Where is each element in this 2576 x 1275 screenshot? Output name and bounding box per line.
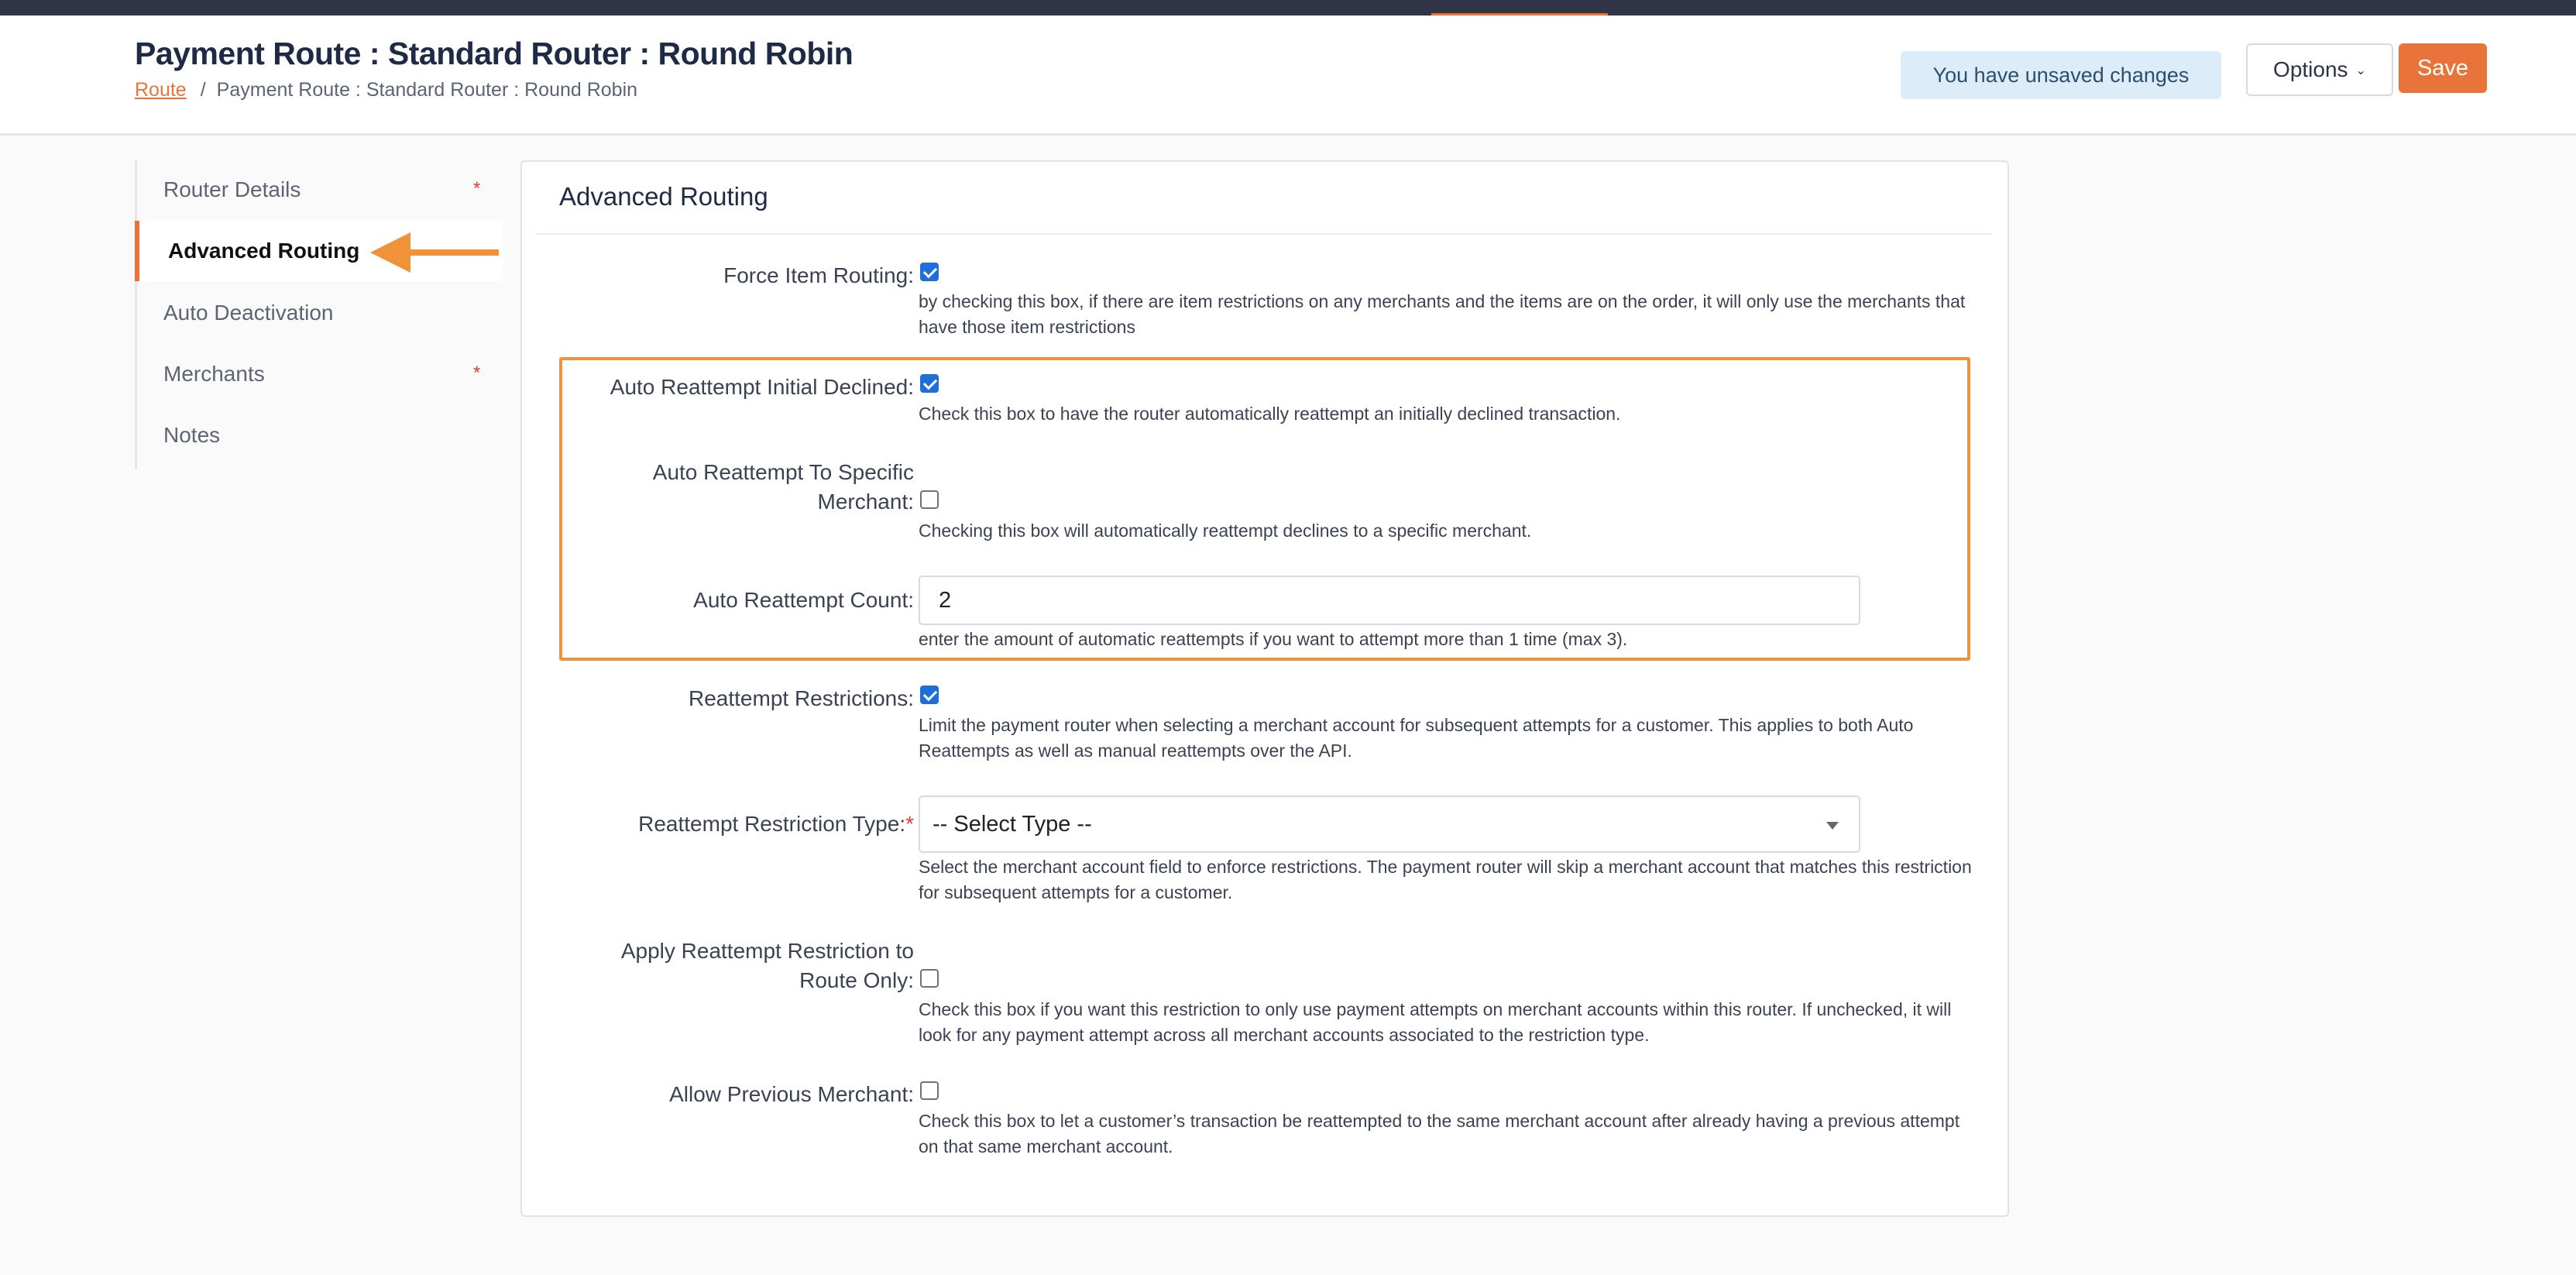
force-item-routing-checkbox[interactable]: [920, 263, 939, 281]
apply-restriction-route-only-label-line1: Apply Reattempt Restriction to: [620, 939, 914, 963]
required-indicator: *: [473, 363, 481, 383]
caret-down-icon: [1826, 822, 1839, 830]
allow-previous-merchant-label: Allow Previous Merchant:: [669, 1082, 914, 1106]
page-title: Payment Route : Standard Router : Round Robin: [135, 36, 854, 71]
auto-reattempt-initial-declined-label: Auto Reattempt Initial Declined:: [610, 375, 914, 399]
options-label: Options: [2273, 57, 2348, 81]
allow-previous-merchant-help: Check this box to let a customer’s transaction be reattempted to the same merchant account after already having a previous attempt on that same merchant account.: [919, 1111, 1960, 1156]
options-button[interactable]: [2246, 43, 2393, 96]
required-indicator: *: [473, 178, 481, 199]
force-item-routing-help: by checking this box, if there are item restrictions on any merchants and the items are on the order, it will only use the merchants that have those item restrictions: [919, 291, 1966, 337]
breadcrumb-current: Payment Route : Standard Router : Round Robin: [216, 79, 638, 101]
sidebar-item-auto-deactivation[interactable]: [137, 283, 501, 343]
sidebar-nav: [135, 160, 501, 469]
top-bar: [0, 0, 2576, 15]
unsaved-changes-badge: You have unsaved changes: [1901, 51, 2221, 99]
force-item-routing-label: Force Item Routing:: [723, 263, 914, 287]
apply-restriction-route-only-checkbox[interactable]: [920, 969, 939, 988]
auto-reattempt-initial-declined-checkbox[interactable]: [920, 374, 939, 393]
auto-reattempt-initial-declined-help: Check this box to have the router automatically reattempt an initially declined transaction.: [919, 404, 1621, 424]
sidebar-item-merchants[interactable]: [137, 344, 501, 404]
select-value: -- Select Type --: [933, 811, 1092, 837]
divider: [536, 233, 1992, 235]
reattempt-restriction-type-select[interactable]: [919, 796, 1860, 853]
auto-reattempt-count-label: Auto Reattempt Count:: [693, 588, 914, 612]
reattempt-restriction-type-label-text: Reattempt Restriction Type:: [638, 812, 906, 836]
advanced-routing-panel: [520, 160, 2009, 1217]
arrow-left-icon: [370, 231, 500, 274]
panel-title: Advanced Routing: [559, 182, 768, 211]
breadcrumb-route-link[interactable]: Route: [135, 79, 187, 101]
sidebar-item-notes[interactable]: [137, 405, 501, 466]
breadcrumb-separator: /: [200, 79, 206, 101]
sidebar-item-label: Auto Deactivation: [163, 301, 334, 325]
sidebar-item-label: Merchants: [163, 362, 265, 386]
auto-reattempt-specific-merchant-help: Checking this box will automatically reattempt declines to a specific merchant.: [919, 521, 1532, 541]
sidebar-item-label: Router Details: [163, 177, 301, 201]
reattempt-restriction-type-label: [638, 809, 914, 839]
page-header: [0, 15, 2576, 136]
reattempt-restrictions-label: Reattempt Restrictions:: [689, 686, 914, 710]
sidebar-item-label: Advanced Routing: [168, 239, 360, 263]
apply-restriction-route-only-help: Check this box if you want this restriction to only use payment attempts on merchant accounts within this router. If unchecked, it will look for any payment attempt across all merchant accounts associated to the restriction type.: [919, 999, 1952, 1045]
auto-reattempt-specific-merchant-checkbox[interactable]: [920, 490, 939, 509]
apply-restriction-route-only-label-line2: Route Only:: [799, 968, 914, 992]
reattempt-restrictions-checkbox[interactable]: [920, 686, 939, 704]
breadcrumb: [135, 79, 637, 101]
reattempt-restriction-type-help: Select the merchant account field to enforce restrictions. The payment router will skip a merchant account that matches this restriction for subsequent attempts for a customer.: [919, 857, 1972, 902]
reattempt-restrictions-help: Limit the payment router when selecting a merchant account for subsequent attempts for a customer. This applies to both Auto Reattempts as well as manual reattempts over the API.: [919, 715, 1914, 761]
auto-reattempt-specific-merchant-label-line1: Auto Reattempt To Specific: [652, 460, 914, 484]
auto-reattempt-count-help: enter the amount of automatic reattempts if you want to attempt more than 1 time (max 3).: [919, 629, 1628, 649]
chevron-down-icon: ⌄: [2355, 64, 2366, 77]
save-button[interactable]: Save: [2399, 43, 2487, 93]
sidebar-item-router-details[interactable]: [137, 160, 501, 220]
required-indicator: *: [905, 812, 914, 836]
allow-previous-merchant-checkbox[interactable]: [920, 1081, 939, 1100]
auto-reattempt-specific-merchant-label-line2: Merchant:: [817, 490, 914, 514]
auto-reattempt-count-input[interactable]: 2: [919, 576, 1860, 625]
sidebar-item-label: Notes: [163, 423, 221, 447]
